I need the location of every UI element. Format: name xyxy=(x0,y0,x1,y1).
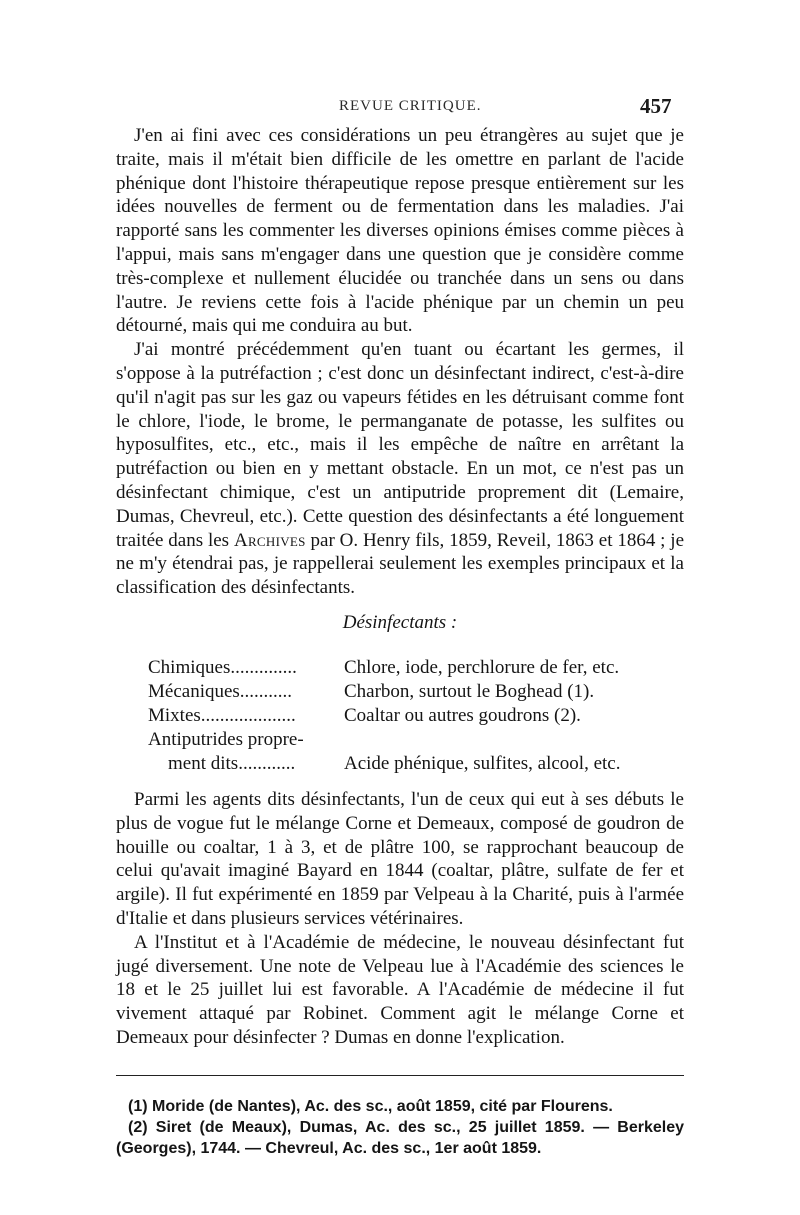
category-label-line1: Antiputrides propre- xyxy=(148,729,304,750)
table-row xyxy=(148,728,688,752)
category-label: Mixtes.................... xyxy=(148,705,296,726)
footnotes xyxy=(116,1096,684,1159)
table-row xyxy=(148,680,688,704)
page-number: 457 xyxy=(640,94,672,118)
table-row xyxy=(148,704,688,728)
paragraph-3: Parmi les agents dits désinfectants, l'un de ceux qui eut à ses débuts le plus de vogue fut le mélange Corne et Demeaux, composé de goudron de houille ou coaltar, 1 à 3, et de plâtre 100, se rapprochant beaucoup de celui qu'avait imaginé Bayard en 1844 (coaltar, plâtre, sulfate de fer et argile). Il fut expérimenté en 1859 par Velpeau à la Charité, puis à l'armée d'Italie et dans plusieurs services vétérinaires. xyxy=(116,789,684,929)
paragraph-4: A l'Institut et à l'Académie de médecine, le nouveau désinfectant fut jugé diversement. Une note de Velpeau lue à l'Académie des sciences le 18 et le 25 juillet lui est favorable. A l'Académie de médecine il fut vivement attaqué par Robinet. Comment agit le mélange Corne et Demeaux pour désinfecter ? Dumas en donne l'explication. xyxy=(116,931,684,1048)
main-text-bottom xyxy=(116,788,684,1050)
category-label: Chimiques.............. xyxy=(148,657,297,678)
table-row xyxy=(148,752,688,776)
category-description: Charbon, surtout le Boghead (1). xyxy=(344,681,595,702)
paragraph-1: J'en ai fini avec ces considérations un peu étrangères au sujet que je traite, mais il m'était bien difficile de les omettre en parlant de l'acide phénique dont l'histoire thérapeutique repose presque entièrement sur les idées nouvelles de ferment ou de fermentation dans les maladies. J'ai rapporté sans les commenter les diverses opinions émises comme pièces à l'appui, mais sans m'engager dans une question que je considère comme très-complexe et nullement élucidée ou tranchée dans un sens ou dans l'autre. Je reviens cette fois à l'acide phénique par un chemin un peu détourné, mais qui me conduira au but. xyxy=(116,125,684,337)
footnote-divider xyxy=(116,1075,684,1076)
running-title: REVUE CRITIQUE. xyxy=(339,98,482,114)
section-title: Désinfectants : xyxy=(342,612,458,633)
category-description: Acide phénique, sulfites, alcool, etc. xyxy=(344,753,621,774)
footnote-1: (1) Moride (de Nantes), Ac. des sc., août 1859, cité par Flourens. xyxy=(128,1098,613,1115)
footnote-2: (2) Siret (de Meaux), Dumas, Ac. des sc., 25 juillet 1859. — Berkeley (Georges), 1744. — Chevreul, Ac. des sc., 1er août 1859. xyxy=(116,1119,684,1157)
paragraph-2-text-b: par O. Henry fils, 1859, Reveil, 1863 et 1864 ; je ne m'y étendrai pas, je rappellerai seulement les exemples principaux et la classification des désinfectants. xyxy=(116,529,684,599)
category-description: Chlore, iode, perchlorure de fer, etc. xyxy=(344,657,620,678)
journal-name: Archives xyxy=(233,529,306,551)
page-header xyxy=(0,92,800,118)
category-description: Coaltar ou autres goudrons (2). xyxy=(344,705,581,726)
category-label: Mécaniques........... xyxy=(148,681,293,702)
table-row xyxy=(148,656,688,680)
classification-table xyxy=(148,656,688,776)
paragraph-2-text-a: J'ai montré précédemment qu'en tuant ou écartant les germes, il s'oppose à la putréfaction ; c'est donc un désinfectant indirect, c'est-à-dire qu'il n'agit pas sur les gaz ou vapeurs fétides en les détruisant comme font le chlore, l'iode, le brome, le permanganate de potasse, les sulfites ou hyposulfites, etc., etc., mais il les empêche de naître en arrêtant la putréfaction ou bien en y mettant obstacle. En un mot, ce n'est pas un désinfectant chimique, c'est un antiputride proprement dit (Lemaire, Dumas, Chevreul, etc.). Cette question des désinfectants a été longuement traitée dans les xyxy=(116,339,684,551)
main-text-top xyxy=(116,124,684,600)
paragraph-2 xyxy=(116,338,684,600)
category-label-line2: ment dits............ xyxy=(168,753,296,774)
